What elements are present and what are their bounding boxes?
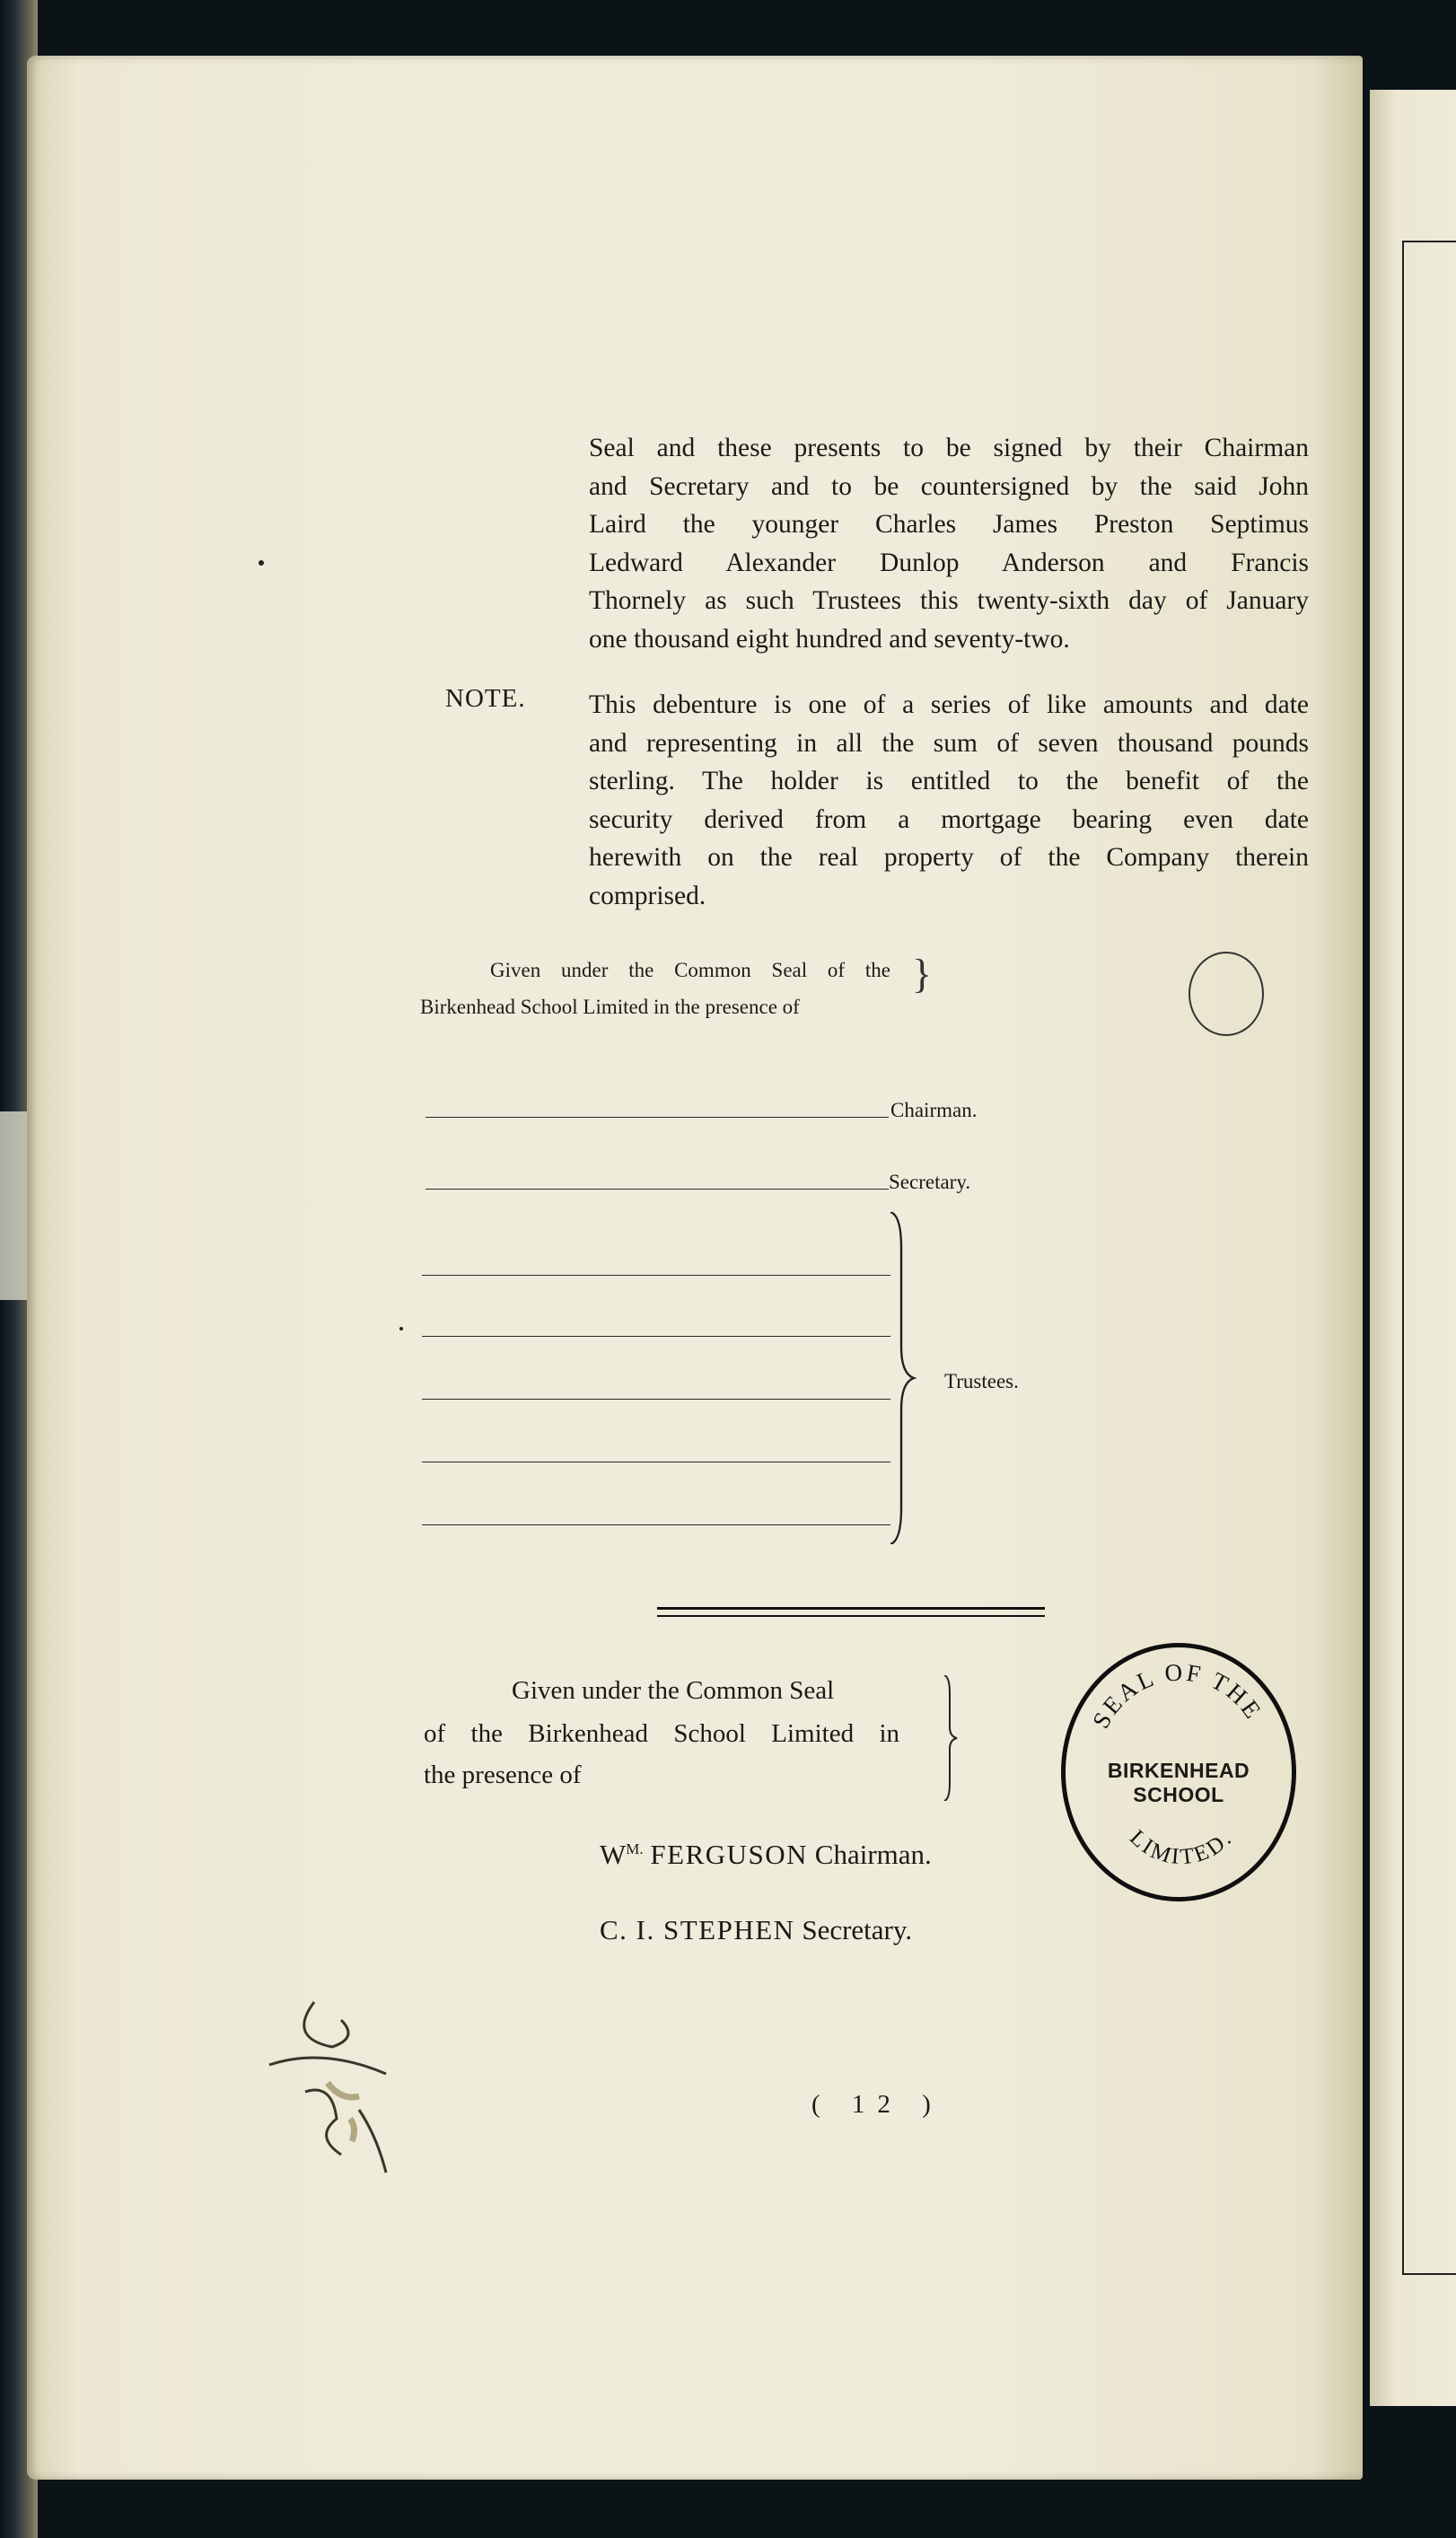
trustee-signature-line (422, 1275, 890, 1276)
blank-attestation-line-1: Given under the Common Seal of the (490, 959, 890, 981)
note-line: This debenture is one of a series of like amounts and date (589, 690, 1309, 719)
secretary-name: C. I. STEPHEN (600, 1914, 795, 1945)
adjacent-page (1370, 90, 1456, 2406)
page-number: ( 12 ) (811, 2090, 943, 2119)
section-divider (657, 1607, 1045, 1617)
executed-attestation-line-2: of the Birkenhead School Limited in (424, 1719, 899, 1748)
ink-speck (259, 560, 264, 566)
note-line: sterling. The holder is entitled to the benefit of the (589, 767, 1309, 795)
note-paragraph (589, 686, 1309, 915)
executed-attestation-line-1: Given under the Common Seal (512, 1676, 835, 1705)
secretary-signature (600, 1914, 912, 1946)
svg-text:SEAL OF THE (1087, 1658, 1267, 1733)
seal-top-text: SEAL OF THE (1087, 1658, 1268, 1734)
body-line: Seal and these presents to be signed by their Chairman (589, 434, 1309, 462)
ink-speck (399, 1327, 403, 1330)
trustee-signature-line (422, 1399, 890, 1400)
note-line: and representing in all the sum of seven thousand pounds (589, 728, 1309, 758)
body-line: Thornely as such Trustees this twenty-sixth day of January (589, 586, 1309, 615)
note-label: NOTE. (445, 684, 526, 713)
seal-bottom-text: LIMITED. (1125, 1825, 1238, 1870)
trustee-signature-line (422, 1336, 890, 1337)
chairman-signature-line (425, 1117, 889, 1118)
secretary-signature-line (425, 1189, 889, 1190)
small-brace-icon: } (912, 951, 933, 997)
chairman-name: FERGUSON (650, 1839, 809, 1870)
body-line: Ledward Alexander Dunlop Anderson and Francis (589, 548, 1309, 577)
trustee-signature-line (422, 1524, 890, 1525)
blank-seal-circle (1188, 952, 1264, 1036)
chairman-prefix: W (600, 1839, 627, 1870)
svg-text:LIMITED. (1125, 1825, 1238, 1869)
chairman-signature (600, 1839, 932, 1871)
chairman-prefix-sup: M. (626, 1840, 644, 1857)
body-line: one thousand eight hundred and seventy-two. (589, 624, 1070, 654)
document-page (27, 56, 1363, 2480)
seal-center-text: BIRKENHEAD SCHOOL (1107, 1759, 1250, 1806)
attestation-brace-icon (943, 1675, 962, 1801)
executed-attestation-line-3: the presence of (424, 1761, 582, 1789)
body-line: Laird the younger Charles James Preston Septimus (589, 510, 1309, 539)
note-line: comprised. (589, 881, 706, 910)
company-seal (1061, 1643, 1296, 1901)
trustees-label: Trustees. (944, 1370, 1019, 1392)
body-paragraph (589, 429, 1309, 658)
secretary-label: Secretary. (889, 1171, 971, 1193)
chairman-title: Chairman. (814, 1839, 932, 1870)
blank-attestation-line-2: Birkenhead School Limited in the presence of (420, 996, 800, 1018)
note-line: security derived from a mortgage bearing even date (589, 804, 1309, 834)
body-line: and Secretary and to be countersigned by the said John (589, 471, 1309, 501)
chairman-label: Chairman. (890, 1099, 978, 1121)
pencil-scribble-icon (251, 1984, 413, 2182)
note-line: herewith on the real property of the Company therein (589, 843, 1309, 872)
secretary-title: Secretary. (802, 1914, 913, 1945)
trustees-brace-icon (889, 1212, 925, 1544)
